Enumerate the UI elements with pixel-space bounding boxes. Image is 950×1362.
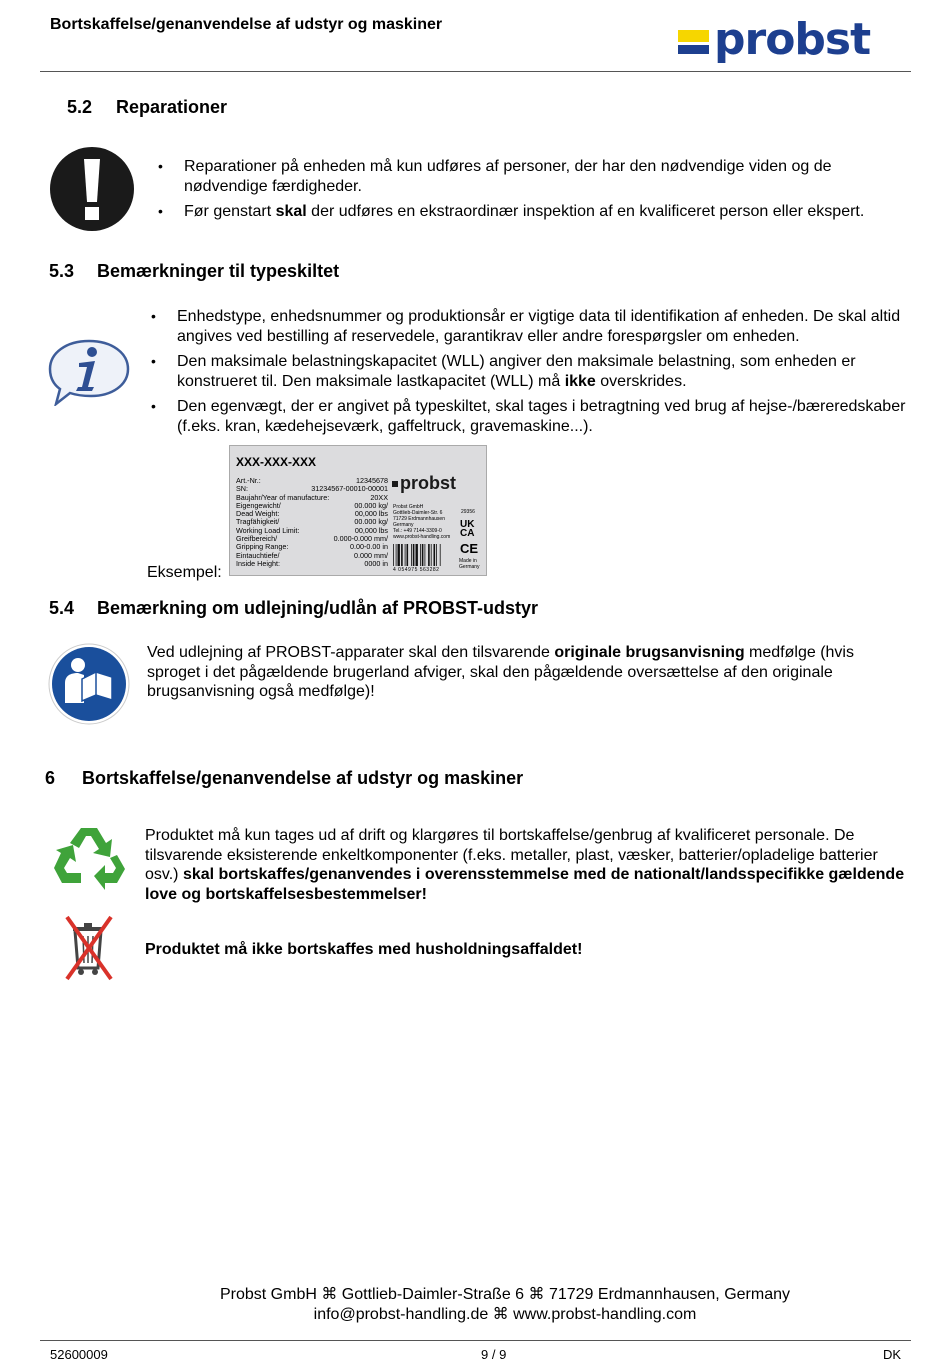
plate-row-label: Inside Height: (236, 558, 280, 568)
plate-logo (392, 473, 482, 500)
svg-text:probst: probst (400, 473, 456, 493)
section-title: Bemærkninger til typeskiltet (97, 261, 340, 281)
list-item: • Før genstart skal der udføres en ekstraordinær inspektion af en kvalificeret person eller ekspert. (154, 202, 914, 222)
plate-row-value: 12345678 (356, 476, 388, 485)
section-number: 5.4 (49, 598, 75, 618)
plate-row-label: Greifbereich/ (236, 534, 278, 544)
plate-row-label: Dead Weight: (236, 509, 280, 519)
disposal-paragraph: Produktet må kun tages ud af drift og klargøres til bortskaffelse/genbrug af kvalificeret personale. De tilsvarende eksisterende enkeltkomponenter (f.eks. metaller, plast, væsker, batterier/opladelige batterier osv.) skal bortskaffes/genanvendes i overensstemmelse med de nationalt/landsspecifikke gældende love og bortskaffelsesbestemmelser! (145, 827, 905, 903)
list-item: • Reparationer på enheden må kun udføres af personer, der har den nødvendige viden og de nødvendige færdigheder. (154, 157, 914, 196)
plate-row-label: Tragfähigkeit/ (236, 517, 280, 527)
plate-address-line: 71729 Erdmannhausen (393, 516, 445, 522)
page-number: 9 / 9 (481, 1347, 507, 1362)
barcode-bar (425, 544, 426, 566)
plate-address-line: Probst GmbH (393, 504, 424, 510)
section-6-heading (45, 768, 523, 789)
plate-row-label: Working Load Limit: (236, 525, 300, 535)
section-5-2-heading (67, 97, 227, 118)
plate-row (236, 560, 388, 568)
plate-address (393, 504, 450, 540)
read-manual-icon (48, 643, 130, 730)
barcode-bar (440, 544, 441, 566)
ce-mark: CE (460, 541, 479, 556)
barcode-bar (436, 544, 437, 566)
plate-row-label: SN: (236, 484, 248, 494)
section-number: 5.3 (49, 261, 75, 281)
barcode-bar (407, 544, 409, 566)
barcode-bar (431, 544, 432, 566)
plate-title: XXX-XXX-XXX (236, 455, 317, 469)
barcode-bar (434, 544, 436, 566)
document-number: 52600009 (50, 1347, 108, 1362)
footer-contact: info@probst-handling.de ⌘ www.probst-handling.com (313, 1306, 697, 1323)
plate-rows (236, 477, 388, 568)
logo-text: probst (714, 18, 871, 65)
barcode-bar (420, 544, 421, 566)
barcode-bar (413, 544, 415, 566)
info-icon (46, 338, 132, 411)
barcode-bar (428, 544, 430, 566)
barcode-bar (422, 544, 424, 566)
type-plate-image (229, 445, 487, 576)
plate-row-value: 00.000 kg/ (354, 517, 388, 527)
plate-address-line: Tel.: +49 7144-3309-0 (393, 528, 442, 534)
plate-row-value: 0.000 mm/ (354, 550, 388, 560)
plate-row-value: 31234567-00010-00001 (311, 484, 388, 494)
plate-row-value: 0.00-0.00 in (350, 542, 388, 552)
plate-row-label: Eigengewicht/ (236, 500, 281, 510)
barcode-bar (393, 544, 394, 566)
plate-row-label: Eintauchtiefe/ (236, 550, 280, 560)
barcode-bar (405, 544, 406, 566)
header-rule (40, 71, 911, 72)
made-in-germany: Made in Germany (459, 558, 480, 570)
plate-row-label: Baujahr/Year of manufacture: (236, 492, 330, 502)
barcode-bar (411, 544, 412, 566)
plate-address-line: www.probst-handling.com (393, 534, 451, 540)
recycle-icon (51, 825, 127, 902)
plate-row-value: 0000 in (364, 558, 388, 568)
rental-note-paragraph: Ved udlejning af PROBST-apparater skal den tilsvarende originale brugsanvisning medfølge (hvis sproget i det pågældende brugerland afviger, skal den pågældende oversættelse af den originale brugsanvisning også medfølge)! (147, 644, 854, 700)
plate-row-value: 00,000 lbs (354, 509, 388, 519)
list-item: • Den egenvægt, der er angivet på typeskiltet, skal tages i betragtning ved brug af hejse-/bæreredskaber (f.eks. kran, kædehejseværk, gaffeltruck, gravemaskine...). (147, 397, 907, 436)
probst-logo (678, 18, 904, 73)
barcode-number: 4 054975 563282 (393, 567, 440, 573)
footer-address: Probst GmbH ⌘ Gottlieb-Daimler-Straße 6 ⌘ 71729 Erdmannhausen, Germany (219, 1286, 790, 1303)
section-title: Bortskaffelse/genanvendelse af udstyr og maskiner (82, 768, 524, 788)
section-number: 5.2 (67, 97, 93, 117)
plate-row-label: Gripping Range: (236, 542, 289, 552)
plate-row-value: 00.000 kg/ (354, 500, 388, 510)
example-label: Eksempel: (147, 564, 222, 581)
barcode-bar (416, 544, 418, 566)
barcode-bar (396, 544, 397, 566)
exclamation-icon (49, 146, 135, 237)
barcode-bar (398, 544, 400, 566)
plate-row-label: Art.-Nr.: (236, 476, 261, 485)
section-title: Bemærkning om udlejning/udlån af PROBST-udstyr (97, 598, 539, 618)
household-waste-warning: Produktet må ikke bortskaffes med husholdningsaffaldet! (145, 941, 583, 958)
list-item: • Den maksimale belastningskapacitet (WLL) angiver den maksimale belastning, som enheden er konstrueret til. Den maksimale lastkapacitet (WLL) må ikke overskrides. (147, 352, 907, 391)
plate-row-value: 20XX (370, 492, 388, 502)
section-number: 6 (45, 768, 56, 788)
header-title: Bortskaffelse/genanvendelse af udstyr og maskiner (50, 16, 443, 33)
plate-address-line: Gottlieb-Daimler-Str. 6 (393, 510, 443, 516)
crossed-bin-icon (64, 913, 114, 988)
section-title: Reparationer (116, 97, 228, 117)
plate-row-value: 00,000 lbs (354, 525, 388, 535)
language-code: DK (883, 1347, 902, 1362)
plate-code: 29356 (461, 509, 475, 515)
list-item: • Enhedstype, enhedsnummer og produktionsår er vigtige data til identifikation af enheden. De skal altid angives ved bestilling af reservedele, garantikrav eller andre forespørgsler om enheden. (147, 307, 907, 346)
barcode-bar (401, 544, 403, 566)
ukca-mark: UK CA (460, 519, 475, 539)
plate-row-value: 0.000-0.000 mm/ (333, 534, 388, 544)
section-5-3-heading (49, 261, 339, 282)
plate-address-line: Germany (393, 522, 414, 528)
section-5-4-heading (49, 598, 538, 619)
footer-rule (40, 1340, 911, 1341)
